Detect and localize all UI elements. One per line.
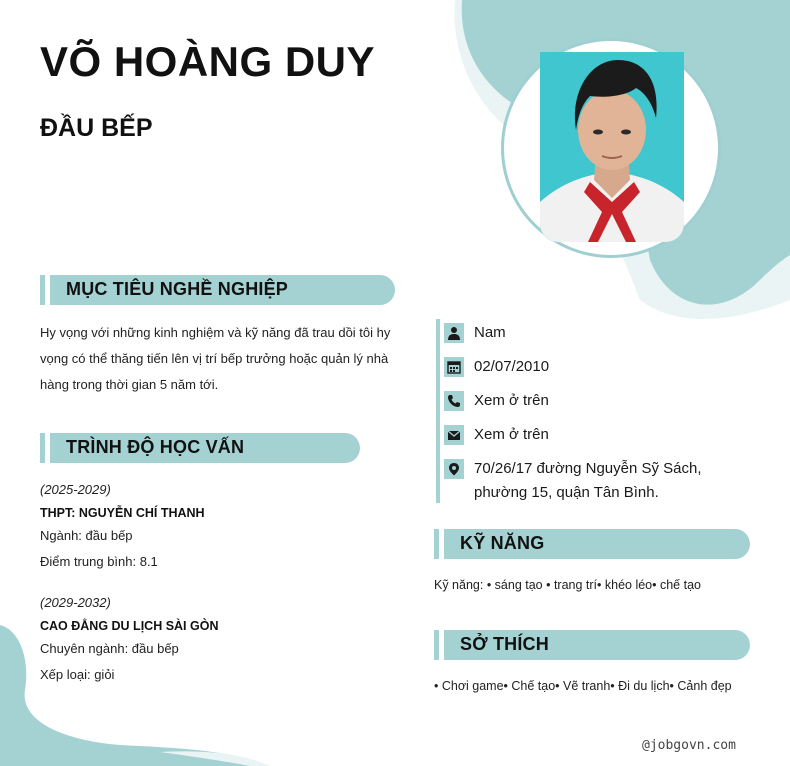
address-value (474, 457, 702, 505)
profile-photo (540, 52, 684, 242)
education-major: Chuyên ngành: đầu bếp (40, 641, 179, 656)
education-heading-label: TRÌNH ĐỘ HỌC VẤN (66, 437, 245, 457)
objective-text: Hy vọng với những kinh nghiệm và kỹ năng đã trau dồi tôi hy vọng có thể thăng tiến lên vị trí bếp trưởng hoặc quản lý nhà hàng trong thời gian 5 năm tới. (40, 325, 391, 392)
contact-phone (444, 391, 549, 413)
contact-address (444, 459, 702, 505)
education-item (40, 480, 400, 575)
candidate-name: VÕ HOÀNG DUY (40, 38, 376, 85)
education-school: THPT: NGUYỄN CHÍ THANH (40, 506, 205, 520)
hobbies-heading (444, 630, 750, 660)
contact-accent-bar (436, 319, 440, 503)
hobbies-heading-label: SỞ THÍCH (460, 634, 549, 654)
contact-gender (444, 323, 506, 345)
objective-heading-label: MỤC TIÊU NGHỀ NGHIỆP (66, 279, 289, 299)
contact-email (444, 425, 549, 447)
job-title: ĐẦU BẾP (40, 114, 153, 142)
education-item (40, 593, 400, 688)
phone-icon (444, 391, 464, 411)
education-major: Ngành: đầu bếp (40, 528, 133, 543)
skills-heading (444, 529, 750, 559)
student-portrait-icon (540, 52, 684, 242)
education-period: (2025-2029) (40, 482, 111, 497)
person-icon (444, 323, 464, 343)
education-heading (50, 433, 360, 463)
site-watermark: @jobgovn.com (642, 738, 736, 753)
birthday-value: 02/07/2010 (474, 358, 550, 375)
education-period: (2029-2032) (40, 595, 111, 610)
contact-birthday (444, 357, 549, 379)
education-gpa: Điểm trung bình: 8.1 (40, 554, 158, 569)
phone-value: Xem ở trên (474, 392, 549, 409)
hobbies-text: • Chơi game• Chế tạo• Vẽ tranh• Đi du lịch• Cảnh đẹp (434, 679, 732, 693)
location-pin-icon (444, 459, 464, 479)
address-line-2: phường 15, quận Tân Bình. (474, 484, 659, 501)
education-school: CAO ĐẲNG DU LỊCH SÀI GÒN (40, 619, 219, 633)
address-line-1: 70/26/17 đường Nguyễn Sỹ Sách, (474, 460, 702, 477)
email-value: Xem ở trên (474, 426, 549, 443)
gender-value: Nam (474, 324, 506, 341)
mail-icon (444, 425, 464, 445)
skills-heading-label: KỸ NĂNG (460, 533, 545, 553)
education-rank: Xếp loại: giỏi (40, 667, 115, 682)
calendar-icon (444, 357, 464, 377)
objective-heading (50, 275, 395, 305)
skills-text: Kỹ năng: • sáng tạo • trang trí• khéo léo• chế tạo (434, 578, 701, 592)
